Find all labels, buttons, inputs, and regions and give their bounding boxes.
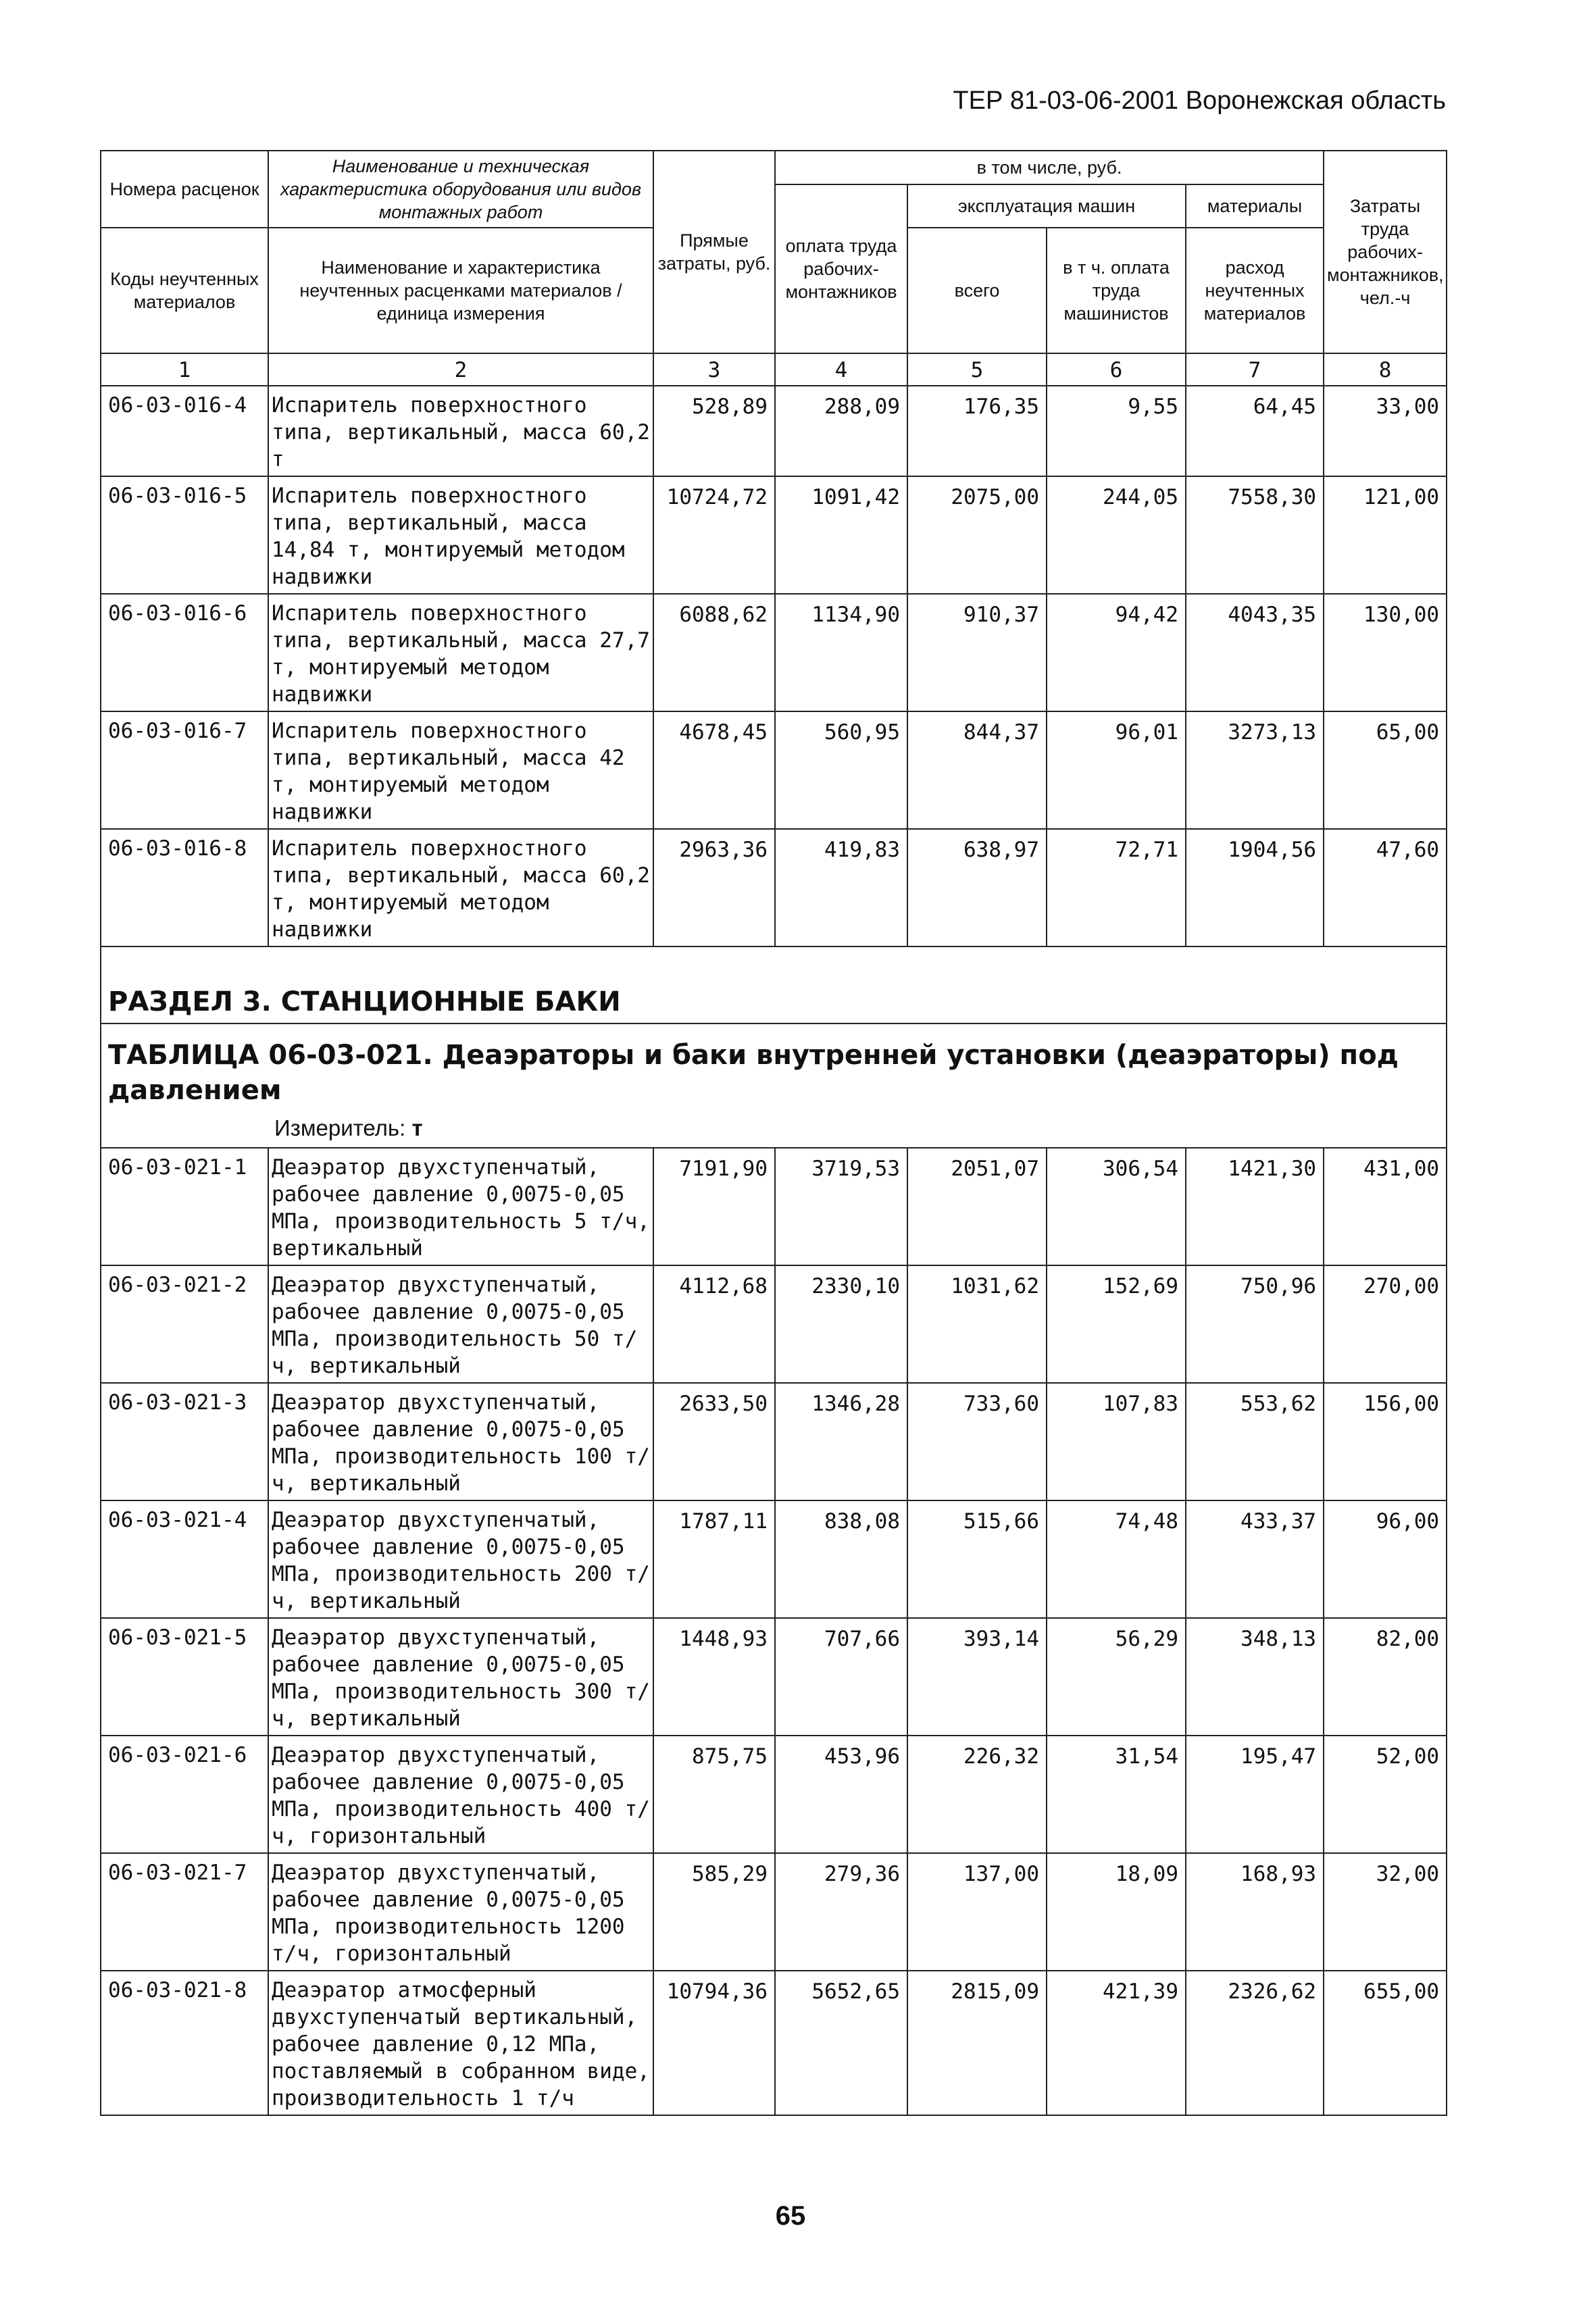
machines-total-value: 2075,00 [907,476,1047,594]
rate-code: 06-03-021-5 [101,1618,268,1736]
column-number: 2 [268,353,653,386]
materials-value: 195,47 [1186,1736,1324,1853]
machines-total-value: 638,97 [907,829,1047,946]
unit-line [108,1112,1439,1144]
labor-pay-value: 560,95 [775,711,907,829]
rate-name: Деаэратор двухступенчатый, рабочее давление 0,0075-0,05 МПа, производительность 50 т/ч, вертикальный [268,1265,653,1383]
table-row [101,1618,1447,1736]
rate-name: Испаритель поверхностного типа, вертикальный, масса 27,7 т, монтируемый методом надвижки [268,594,653,711]
machines-total-value: 2051,07 [907,1148,1047,1265]
rate-code: 06-03-016-7 [101,711,268,829]
column-numbers-row [101,353,1447,386]
rates-table [100,150,1447,2116]
machinist-pay-value: 96,01 [1047,711,1186,829]
machinist-pay-value: 306,54 [1047,1148,1186,1265]
rate-code: 06-03-016-4 [101,386,268,476]
header-machines: эксплуатация машин [907,184,1186,228]
machines-total-value: 844,37 [907,711,1047,829]
column-number: 6 [1047,353,1186,386]
header-labor-costs: Затраты труда рабочих-монтажников, чел.-ч [1324,151,1447,353]
machines-total-value: 393,14 [907,1618,1047,1736]
labor-hours-value: 156,00 [1324,1383,1447,1500]
materials-value: 7558,30 [1186,476,1324,594]
labor-pay-value: 1346,28 [775,1383,907,1500]
labor-pay-value: 1091,42 [775,476,907,594]
rate-name: Деаэратор двухступенчатый, рабочее давление 0,0075-0,05 МПа, производительность 400 т/ч, горизонтальный [268,1736,653,1853]
materials-value: 3273,13 [1186,711,1324,829]
rate-name: Испаритель поверхностного типа, вертикальный, масса 60,2 т [268,386,653,476]
header-labor-pay: оплата труда рабочих-монтажников [775,184,907,353]
table-row [101,1971,1447,2115]
rate-code: 06-03-021-8 [101,1971,268,2115]
machines-total-value: 176,35 [907,386,1047,476]
labor-hours-value: 82,00 [1324,1618,1447,1736]
direct-costs-value: 875,75 [653,1736,775,1853]
labor-pay-value: 288,09 [775,386,907,476]
unit-label: Измеритель: [274,1115,406,1140]
direct-costs-value: 528,89 [653,386,775,476]
labor-pay-value: 3719,53 [775,1148,907,1265]
direct-costs-value: 10794,36 [653,1971,775,2115]
direct-costs-value: 10724,72 [653,476,775,594]
rows-part1 [101,386,1447,946]
header-rates-numbers: Номера расценок [101,151,268,228]
labor-pay-value: 279,36 [775,1853,907,1971]
labor-hours-value: 33,00 [1324,386,1447,476]
table-title-cell [101,1024,1447,1148]
machines-total-value: 2815,09 [907,1971,1047,2115]
machinist-pay-value: 9,55 [1047,386,1186,476]
document-header: ТЕР 81-03-06-2001 Воронежская область [953,86,1446,115]
column-number: 5 [907,353,1047,386]
labor-hours-value: 431,00 [1324,1148,1447,1265]
machinist-pay-value: 18,09 [1047,1853,1186,1971]
rows-part2 [101,1148,1447,2115]
direct-costs-value: 4112,68 [653,1265,775,1383]
labor-hours-value: 47,60 [1324,829,1447,946]
header-codes-unaccounted: Коды неучтенных материалов [101,228,268,353]
section-title: РАЗДЕЛ 3. СТАНЦИОННЫЕ БАКИ [101,946,1447,1024]
section-block [101,946,1447,1148]
machines-total-value: 137,00 [907,1853,1047,1971]
machines-total-value: 515,66 [907,1500,1047,1618]
table-row [101,1148,1447,1265]
rate-name: Деаэратор двухступенчатый, рабочее давление 0,0075-0,05 МПа, производительность 200 т/ч, вертикальный [268,1500,653,1618]
labor-pay-value: 707,66 [775,1618,907,1736]
rate-code: 06-03-021-3 [101,1383,268,1500]
table-row [101,1500,1447,1618]
table-title: ТАБЛИЦА 06-03-021. Деаэраторы и баки внутренней установки (деаэраторы) под давлением [108,1040,1399,1106]
rate-name: Испаритель поверхностного типа, вертикальный, масса 60,2 т, монтируемый методом надвижки [268,829,653,946]
materials-value: 1904,56 [1186,829,1324,946]
rate-name: Деаэратор атмосферный двухступенчатый вертикальный, рабочее давление 0,12 МПа, поставляемый в собранном виде, производительность 1 т/ч [268,1971,653,2115]
labor-pay-value: 419,83 [775,829,907,946]
labor-hours-value: 270,00 [1324,1265,1447,1383]
labor-hours-value: 52,00 [1324,1736,1447,1853]
unit-value: т [411,1115,423,1140]
column-number: 4 [775,353,907,386]
labor-hours-value: 121,00 [1324,476,1447,594]
direct-costs-value: 1448,93 [653,1618,775,1736]
rate-name: Деаэратор двухступенчатый, рабочее давление 0,0075-0,05 МПа, производительность 5 т/ч, вертикальный [268,1148,653,1265]
materials-value: 1421,30 [1186,1148,1324,1265]
labor-pay-value: 838,08 [775,1500,907,1618]
rate-name: Испаритель поверхностного типа, вертикальный, масса 42 т, монтируемый методом надвижки [268,711,653,829]
table-row [101,711,1447,829]
header-materials: материалы [1186,184,1324,228]
table-row [101,1736,1447,1853]
direct-costs-value: 2633,50 [653,1383,775,1500]
rate-name: Деаэратор двухступенчатый, рабочее давление 0,0075-0,05 МПа, производительность 100 т/ч, вертикальный [268,1383,653,1500]
direct-costs-value: 7191,90 [653,1148,775,1265]
header-direct-costs: Прямые затраты, руб. [653,151,775,353]
header-machines-total: всего [907,228,1047,353]
machinist-pay-value: 244,05 [1047,476,1186,594]
table-row [101,476,1447,594]
table-row [101,1265,1447,1383]
materials-value: 433,37 [1186,1500,1324,1618]
machinist-pay-value: 107,83 [1047,1383,1186,1500]
table-row [101,386,1447,476]
table-row [101,1853,1447,1971]
materials-value: 168,93 [1186,1853,1324,1971]
labor-hours-value: 65,00 [1324,711,1447,829]
machines-total-value: 910,37 [907,594,1047,711]
column-number: 7 [1186,353,1324,386]
rate-code: 06-03-021-2 [101,1265,268,1383]
column-number: 3 [653,353,775,386]
rate-name: Деаэратор двухступенчатый, рабочее давление 0,0075-0,05 МПа, производительность 1200 т/ч, горизонтальный [268,1853,653,1971]
page-number: 65 [775,2201,806,2231]
machines-total-value: 226,32 [907,1736,1047,1853]
labor-hours-value: 130,00 [1324,594,1447,711]
table-row [101,829,1447,946]
header-materials-consumption: расход неучтенных материалов [1186,228,1324,353]
machines-total-value: 733,60 [907,1383,1047,1500]
labor-hours-value: 32,00 [1324,1853,1447,1971]
rate-code: 06-03-021-7 [101,1853,268,1971]
header-name-unaccounted: Наименование и характеристика неучтенных расценками материалов / единица измерения [268,228,653,353]
header-including: в том числе, руб. [775,151,1324,184]
direct-costs-value: 2963,36 [653,829,775,946]
labor-hours-value: 655,00 [1324,1971,1447,2115]
materials-value: 64,45 [1186,386,1324,476]
labor-pay-value: 453,96 [775,1736,907,1853]
column-number: 1 [101,353,268,386]
machinist-pay-value: 72,71 [1047,829,1186,946]
column-number: 8 [1324,353,1447,386]
materials-value: 750,96 [1186,1265,1324,1383]
labor-pay-value: 5652,65 [775,1971,907,2115]
rate-code: 06-03-021-4 [101,1500,268,1618]
header-machines-incl: в т ч. оплата труда машинистов [1047,228,1186,353]
labor-pay-value: 1134,90 [775,594,907,711]
table-header [101,151,1447,386]
rate-name: Испаритель поверхностного типа, вертикальный, масса 14,84 т, монтируемый методом надвижки [268,476,653,594]
machinist-pay-value: 94,42 [1047,594,1186,711]
direct-costs-value: 1787,11 [653,1500,775,1618]
rate-code: 06-03-021-1 [101,1148,268,1265]
table-row [101,594,1447,711]
direct-costs-value: 585,29 [653,1853,775,1971]
rate-code: 06-03-016-8 [101,829,268,946]
rate-code: 06-03-021-6 [101,1736,268,1853]
materials-value: 553,62 [1186,1383,1324,1500]
materials-value: 2326,62 [1186,1971,1324,2115]
header-name-tech: Наименование и техническая характеристика оборудования или видов монтажных работ [268,151,653,228]
machinist-pay-value: 74,48 [1047,1500,1186,1618]
machinist-pay-value: 421,39 [1047,1971,1186,2115]
direct-costs-value: 6088,62 [653,594,775,711]
machinist-pay-value: 56,29 [1047,1618,1186,1736]
rate-code: 06-03-016-6 [101,594,268,711]
machinist-pay-value: 152,69 [1047,1265,1186,1383]
machines-total-value: 1031,62 [907,1265,1047,1383]
table-row [101,1383,1447,1500]
direct-costs-value: 4678,45 [653,711,775,829]
materials-value: 348,13 [1186,1618,1324,1736]
rate-code: 06-03-016-5 [101,476,268,594]
rate-name: Деаэратор двухступенчатый, рабочее давление 0,0075-0,05 МПа, производительность 300 т/ч, вертикальный [268,1618,653,1736]
machinist-pay-value: 31,54 [1047,1736,1186,1853]
materials-value: 4043,35 [1186,594,1324,711]
labor-hours-value: 96,00 [1324,1500,1447,1618]
labor-pay-value: 2330,10 [775,1265,907,1383]
